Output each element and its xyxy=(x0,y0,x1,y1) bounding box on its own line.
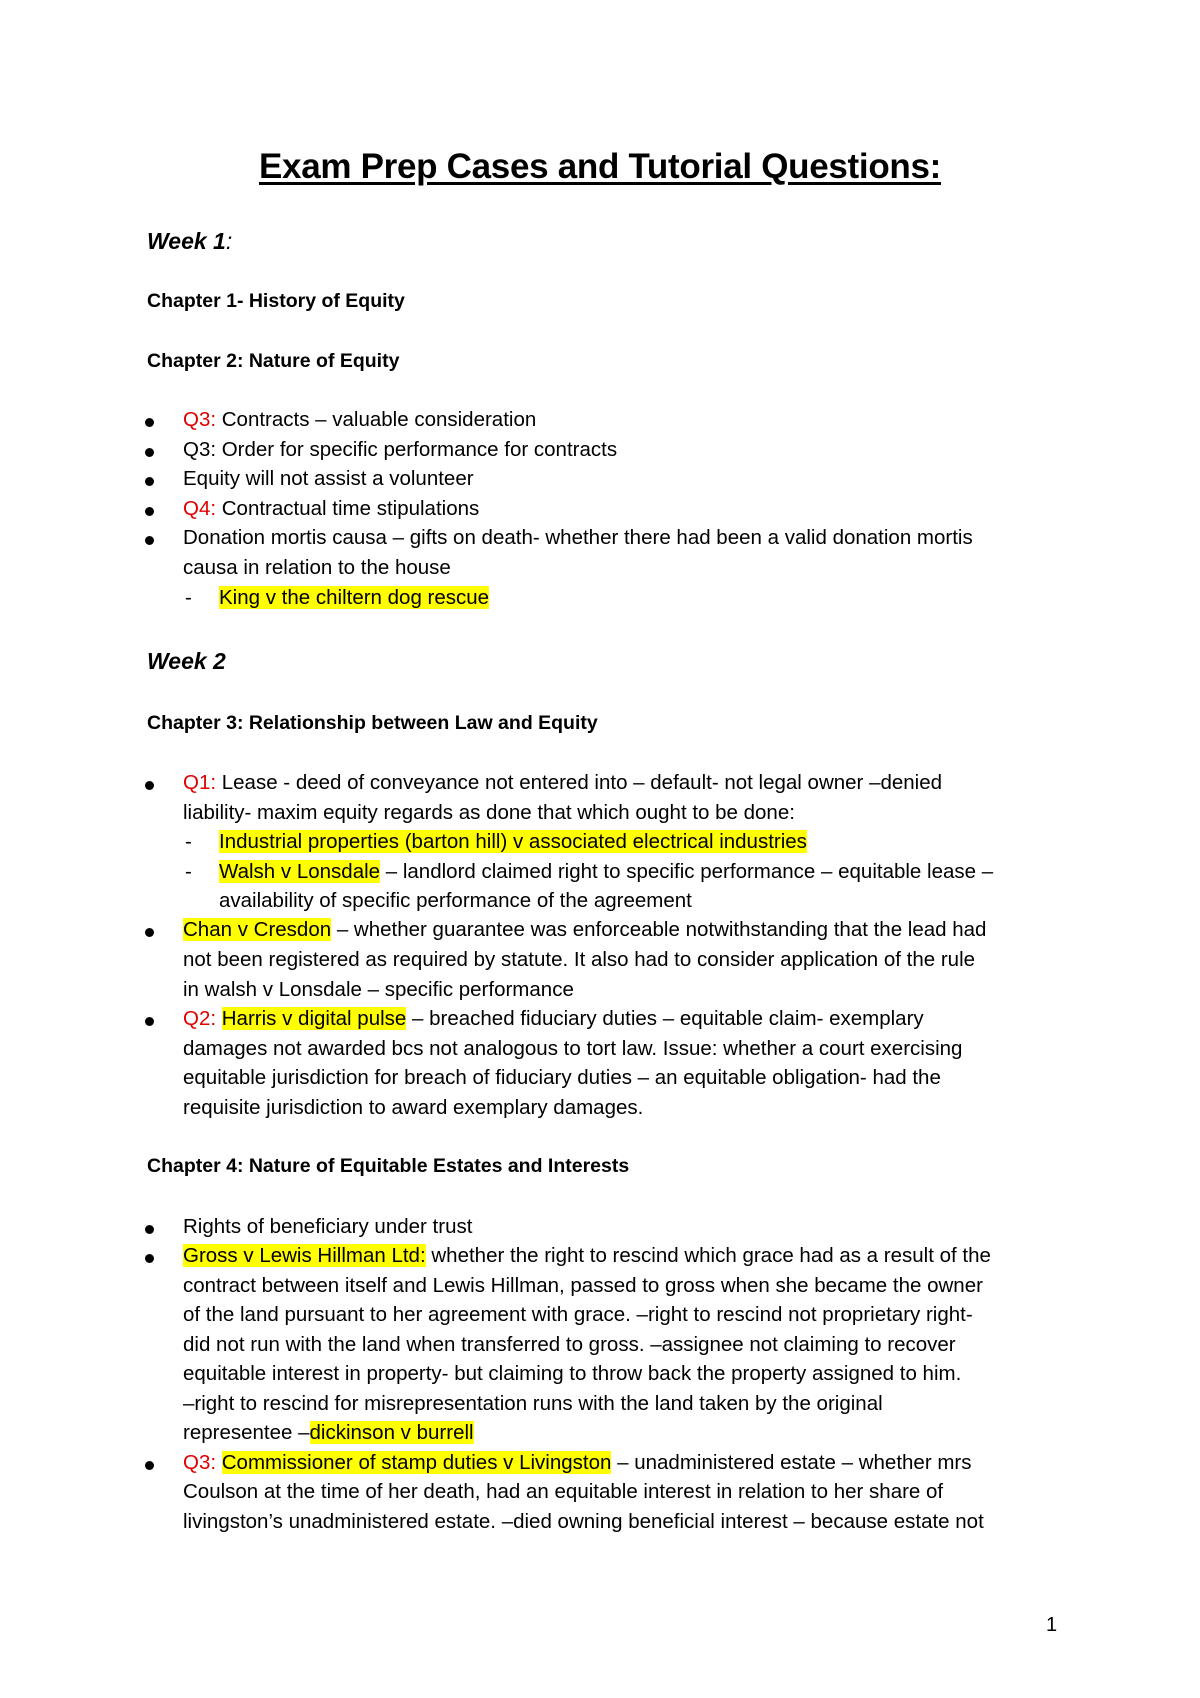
bullet-icon xyxy=(145,1225,154,1234)
bullet-icon xyxy=(145,1461,154,1470)
bullet-icon xyxy=(145,418,154,427)
list-item: Rights of beneficiary under trust xyxy=(183,1215,473,1238)
highlighted-case: Industrial properties (barton hill) v associated electrical industries xyxy=(219,830,807,853)
highlighted-case: King v the chiltern dog rescue xyxy=(219,586,490,609)
list-item xyxy=(183,1007,924,1031)
dash-marker: - xyxy=(185,830,192,853)
spacer xyxy=(216,1007,222,1030)
list-item-continuation: not been registered as required by statute. It also had to consider application of the rule xyxy=(183,948,976,971)
list-item-continuation: equitable interest in property- but claiming to throw back the property assigned to him. xyxy=(183,1362,962,1385)
list-item xyxy=(183,918,986,942)
highlighted-case: Harris v digital pulse xyxy=(221,1007,407,1030)
bullet-icon xyxy=(145,1254,154,1263)
list-item-continuation xyxy=(183,1421,474,1445)
list-item xyxy=(183,497,479,521)
question-label: Q1: xyxy=(183,771,217,794)
list-item-text: Lease - deed of conveyance not entered into – default- not legal owner –denied xyxy=(216,771,943,794)
list-item-text: representee – xyxy=(183,1421,310,1444)
list-item xyxy=(183,1451,972,1475)
list-item-text: Contractual time stipulations xyxy=(216,497,480,520)
list-item-text: whether the right to rescind which grace had as a result of the xyxy=(425,1244,991,1267)
dash-marker: - xyxy=(185,860,192,883)
bullet-icon xyxy=(145,477,154,486)
chapter-3-heading: Chapter 3: Relationship between Law and Equity xyxy=(147,712,598,734)
list-item-text: – breached fiduciary duties – equitable claim- exemplary xyxy=(406,1007,924,1030)
page-number: 1 xyxy=(1046,1614,1058,1636)
chapter-1-heading: Chapter 1- History of Equity xyxy=(147,290,405,312)
highlighted-case: Gross v Lewis Hillman Ltd: xyxy=(183,1244,426,1267)
highlighted-case: Walsh v Lonsdale xyxy=(219,860,381,883)
week-1-heading xyxy=(147,228,232,255)
list-item-continuation: contract between itself and Lewis Hillman, passed to gross when she became the owner xyxy=(183,1274,983,1297)
highlighted-case: Chan v Cresdon xyxy=(183,918,332,941)
list-item-continuation: did not run with the land when transferred to gross. –assignee not claiming to recover xyxy=(183,1333,956,1356)
bullet-icon xyxy=(145,781,154,790)
list-item-continuation: in walsh v Lonsdale – specific performance xyxy=(183,978,574,1001)
list-item-continuation: livingston’s unadministered estate. –died owning beneficial interest – because estate not xyxy=(183,1510,984,1533)
list-item-continuation: damages not awarded bcs not analogous to tort law. Issue: whether a court exercising xyxy=(183,1037,963,1060)
list-item-continuation: equitable jurisdiction for breach of fiduciary duties – an equitable obligation- had the xyxy=(183,1066,941,1089)
question-label: Q3: xyxy=(183,1451,217,1474)
question-label: Q4: xyxy=(183,497,217,520)
list-item-text: Contracts – valuable consideration xyxy=(216,408,537,431)
bullet-icon xyxy=(145,448,154,457)
highlighted-case: Commissioner of stamp duties v Livingston xyxy=(221,1451,612,1474)
case-citation xyxy=(219,860,993,884)
chapter-4-heading: Chapter 4: Nature of Equitable Estates and Interests xyxy=(147,1155,630,1177)
week-1-label: Week 1 xyxy=(147,228,226,254)
list-item-text: – unadministered estate – whether mrs xyxy=(611,1451,972,1474)
bullet-icon xyxy=(145,1017,154,1026)
question-label: Q3: xyxy=(183,408,217,431)
list-item-continuation: –right to rescind for misrepresentation runs with the land taken by the original xyxy=(183,1392,883,1415)
bullet-icon xyxy=(145,928,154,937)
bullet-icon xyxy=(145,507,154,516)
case-notes: – landlord claimed right to specific performance – equitable lease – xyxy=(380,860,994,883)
list-item-continuation: causa in relation to the house xyxy=(183,556,451,579)
list-item-continuation: Coulson at the time of her death, had an equitable interest in relation to her share of xyxy=(183,1480,944,1503)
case-citation xyxy=(219,586,489,610)
list-item xyxy=(183,1244,991,1268)
list-item-continuation: liability- maxim equity regards as done that which ought to be done: xyxy=(183,801,795,824)
bullet-icon xyxy=(145,536,154,545)
dash-marker: - xyxy=(185,586,192,609)
list-item-continuation: requisite jurisdiction to award exemplary damages. xyxy=(183,1096,644,1119)
question-label: Q2: xyxy=(183,1007,217,1030)
spacer xyxy=(216,1451,222,1474)
list-item-continuation: of the land pursuant to her agreement with grace. –right to rescind not proprietary right- xyxy=(183,1303,973,1326)
case-notes-continuation: availability of specific performance of the agreement xyxy=(219,889,692,912)
chapter-2-heading: Chapter 2: Nature of Equity xyxy=(147,350,400,372)
list-item: Q3: Order for specific performance for contracts xyxy=(183,438,618,461)
list-item-text: – whether guarantee was enforceable notwithstanding that the lead had xyxy=(331,918,987,941)
list-item: Donation mortis causa – gifts on death- whether there had been a valid donation mortis xyxy=(183,526,973,549)
page-title: Exam Prep Cases and Tutorial Questions: xyxy=(258,147,941,186)
week-1-colon: : xyxy=(225,228,233,254)
week-2-heading: Week 2 xyxy=(147,648,226,674)
highlighted-case: dickinson v burrell xyxy=(309,1421,474,1444)
case-citation xyxy=(219,830,807,854)
list-item: Equity will not assist a volunteer xyxy=(183,467,474,490)
list-item xyxy=(183,771,942,795)
list-item xyxy=(183,408,536,432)
